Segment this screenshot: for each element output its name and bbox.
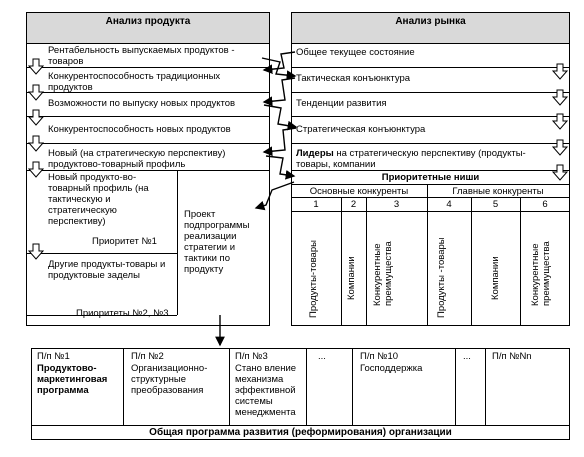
right-down-arrow-1 [553,64,567,79]
left-row-2: Конкурентоспособность традиционных продуктов [48,71,221,93]
product-to-project-connector [256,182,294,208]
main-competitors: Основные конкуренты [309,186,409,197]
col-num-3: 3 [393,199,400,210]
col-num-5: 5 [492,199,499,210]
right-down-arrow-5 [553,165,567,180]
right-row-2: Тактическая конъюнктура [296,73,411,84]
program-1-id: П/п №1 [37,351,70,362]
program-nn-id: П/п №Nn [492,351,532,362]
col-num-6: 6 [542,199,548,210]
left-down-arrow-3 [29,110,43,125]
program-1-name: Продуктово-маркетинговая программа [37,363,108,396]
right-down-arrow-4 [553,140,567,155]
zigzag-connector-6 [266,156,294,176]
program-2-id: П/п №2 [131,351,164,362]
program-10-name: Господдержка [360,363,423,374]
col-num-4: 4 [446,199,452,210]
col-label-1: Продукты-товары [308,240,319,318]
col-num-1: 1 [313,199,319,210]
right-row-4: Стратегическая конъюнктура [296,124,426,135]
zigzag-connector-1 [262,58,295,76]
left-down-arrow-6 [29,244,43,259]
left-row-1: Рентабельность выпускаемых продуктов - товаров [48,45,235,67]
col-label-5: Компании [490,256,501,300]
program-3-name: Стано вление механизма эффективной системы менеджмента [235,363,297,418]
priority-1-label: Приоритет №1 [92,236,157,247]
priorities-2-3-label: Приоритеты №2, №3 [76,308,169,319]
niches-title: Приоритетные ниши [381,172,480,183]
market-analysis-header: Анализ рынка [291,12,570,44]
other-products-text: Другие продукты-товары и продуктовые заделы [48,259,166,281]
col-label-3: Конкурентные преимущества [372,241,394,306]
program-2-name: Организационно-структурные преобразования [131,363,208,396]
right-row-1: Общее текущее состояние [296,47,415,58]
program-ellipsis-id: ... [463,351,471,362]
project-text: Проект подпрограммы реализации стратегии и тактики по продукту [184,209,250,275]
right-down-arrow-3 [553,114,567,129]
zigzag-connector-4 [264,105,296,127]
left-down-arrow-2 [29,85,43,100]
left-down-arrow-5 [29,162,43,177]
program-3-id: П/п №3 [235,351,268,362]
left-row-4: Конкурентоспособность новых продуктов [48,124,231,135]
col-label-4: Продукты -товары [436,237,447,318]
product-analysis-header: Анализ продукта [26,12,270,44]
col-label-6: Конкурентные преимущества [530,241,552,306]
right-down-arrow-2 [553,90,567,105]
chief-competitors: Главные конкуренты [452,186,544,197]
right-row-3: Тенденции развития [296,98,387,109]
overall-program-title: Общая программа развития (реформирования) организации [149,427,452,438]
left-row-3: Возможности по выпуску новых продуктов [48,98,236,109]
col-label-2: Компании [346,256,357,300]
left-row-5: Новый (на стратегическую перспективу) продуктово-товарный профиль [48,148,226,170]
left-down-arrow-4 [29,136,43,151]
zigzag-connector-2 [264,52,295,70]
zigzag-connector-5 [264,128,296,152]
leaders-rest: на стратегическую перспективу (продукты-товары, компании [296,148,526,170]
leaders-bold: Лидеры [296,148,334,159]
program-4-id: ... [318,351,326,362]
left-down-arrow-1 [29,59,43,74]
zigzag-connector-3 [264,78,295,102]
program-10-id: П/п №10 [360,351,399,362]
new-profile-text: Новый продукто-во-товарный профиль (на тактическую и стратегическую перспективу) [48,172,149,227]
col-num-2: 2 [350,199,357,210]
